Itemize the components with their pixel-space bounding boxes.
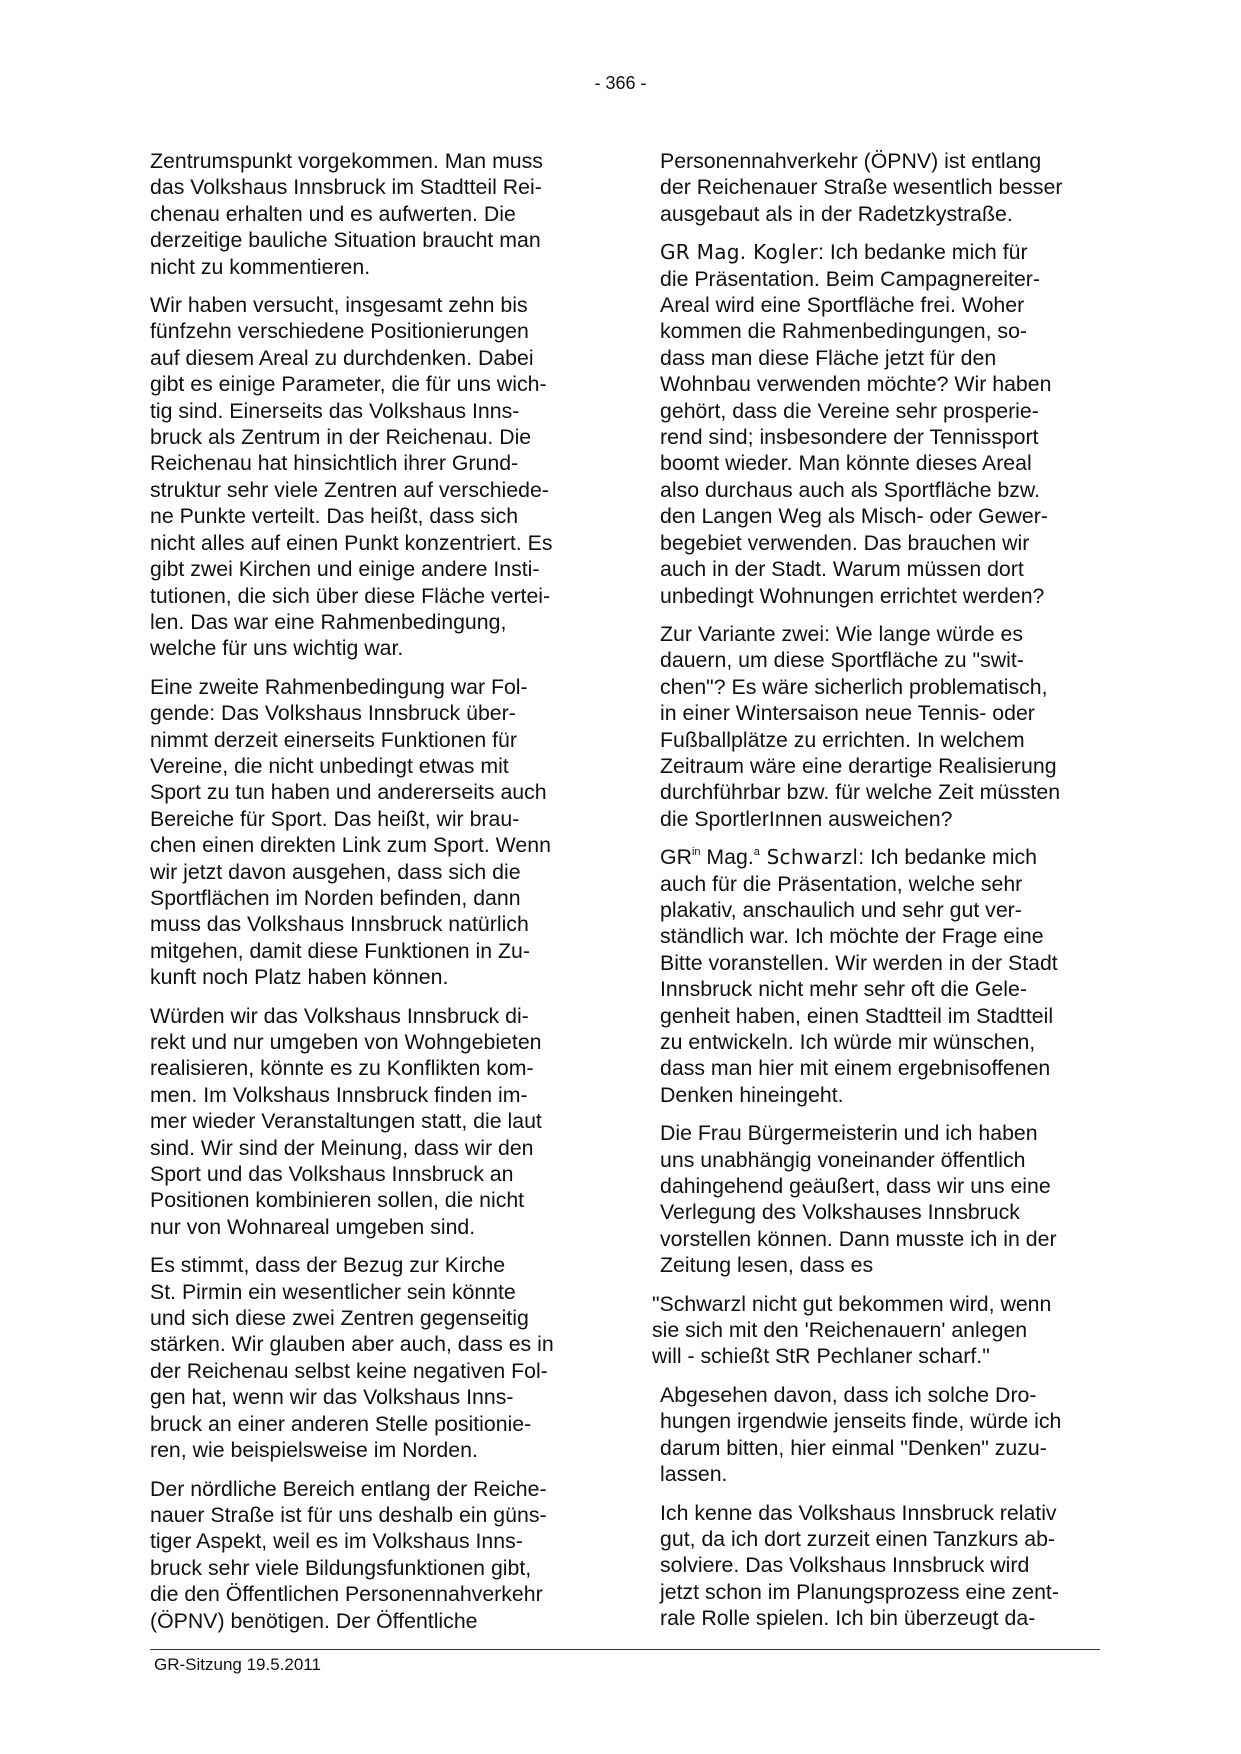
footer-session-date: GR-Sitzung 19.5.2011 bbox=[154, 1655, 321, 1674]
paragraph: Wir haben versucht, insgesamt zehn bis fünfzehn verschiedene Positionierungen auf diesem Areal zu durchdenken. Dabei gibt es einige Parameter, die für uns wich- tig sind. Einerseits das Volkshaus Inns- bruck als Zentrum in der Reichenau. Die Reichenau hat hinsichtlich ihrer Grund- struktur sehr viele Zentren auf verschiede- ne Punkte verteilt. Das heißt, dass sich nicht alles auf einen Punkt konzentriert. Es gibt zwei Kirchen und einige andere Insti- tutionen, die sich über diese Fläche vertei- len. Das war eine Rahmenbedingung, welche für uns wichtig war. bbox=[150, 293, 553, 661]
speaker-title-sup: in bbox=[691, 846, 701, 859]
footer-divider bbox=[150, 1649, 1100, 1650]
speaker-title-mag: Mag. bbox=[700, 845, 754, 870]
speech-schwarzl bbox=[660, 844, 1100, 1108]
speaker-name: Schwarzl bbox=[759, 845, 859, 870]
speaker-title-sup: a bbox=[753, 846, 760, 859]
paragraph: Würden wir das Volkshaus Innsbruck di- rekt und nur umgeben von Wohngebieten realisieren, könnte es zu Konflikten kom- men. Im Volkshaus Innsbruck finden im- mer wieder Veranstaltungen statt, die laut sind. Wir sind der Meinung, dass wir den Sport und das Volkshaus Innsbruck an Positionen kombinieren sollen, die nicht nur von Wohnareal umgeben sind. bbox=[150, 1003, 542, 1239]
paragraph: Der nördliche Bereich entlang der Reiche- nauer Straße ist für uns deshalb ein güns- tiger Aspekt, weil es im Volkshaus Inns- bruck sehr viele Bildungsfunktionen gibt, die den Öffentlichen Personennahverkehr (ÖPNV) benötigen. Der Öffentliche bbox=[150, 1476, 547, 1633]
paragraph: Zur Variante zwei: Wie lange würde es dauern, um diese Sportfläche zu "swit- chen"? Es wäre sicherlich problematisch, in einer Wintersaison neue Tennis- oder Fußballplätze zu errichten. In welchem Zeitraum wäre eine derartige Realisierung durchführbar bzw. für welche Zeit müssten die SportlerInnen ausweichen? bbox=[660, 621, 1061, 831]
left-column bbox=[150, 148, 590, 1646]
speech-kogler bbox=[660, 239, 1100, 609]
right-column bbox=[652, 148, 1100, 1644]
quote: "Schwarzl nicht gut bekommen wird, wenn sie sich mit den 'Reichenauern' anlegen will - schießt StR Pechlaner scharf." bbox=[652, 1291, 1052, 1369]
speaker-title-gr: GR bbox=[660, 845, 692, 870]
paragraph: Abgesehen davon, dass ich solche Dro- hungen irgendwie jenseits finde, würde ich darum bitten, hier einmal "Denken" zuzu- lassen. bbox=[660, 1382, 1062, 1487]
speech-text: : Ich bedanke mich für die Präsentation. Beim Campagnereiter- Areal wird eine Sportfläche frei. Woher kommen die Rahmenbedingungen, so- dass man diese Fläche jetzt für den Wohnbau verwenden möchte? Wir haben gehört, dass die Vereine sehr prosperie- rend sind; insbesondere der Tennissport boomt wieder. Man könnte dieses Areal also durchaus auch als Sportfläche bzw. den Langen Weg als Misch- oder Gewer- begebiet verwenden. Das brauchen wir auch in der Stadt. Warum müssen dort unbedingt Wohnungen errichtet werden? bbox=[660, 240, 1052, 608]
paragraph: Es stimmt, dass der Bezug zur Kirche St. Pirmin ein wesentlicher sein könnte und sich diese zwei Zentren gegenseitig stärken. Wir glauben aber auch, dass es in der Reichenau selbst keine negativen Fol- gen hat, wenn wir das Volkshaus Inns- bruck an einer anderen Stelle positionie- ren, wie beispielsweise im Norden. bbox=[150, 1253, 554, 1463]
speaker-name: GR Mag. Kogler bbox=[660, 240, 819, 265]
speech-text: : Ich bedanke mich auch für die Präsentation, welche sehr plakativ, anschaulich und sehr gut ver- ständlich war. Ich möchte der Frage eine Bitte voranstellen. Wir werden in der Stadt Innsbruck nicht mehr sehr oft die Gele- genheit haben, einen Stadtteil im Stadtteil zu entwickeln. Ich würde mir wünschen, dass man hier mit einem ergebnisoffenen Denken hineingeht. bbox=[660, 845, 1058, 1107]
paragraph: Eine zweite Rahmenbedingung war Fol- gende: Das Volkshaus Innsbruck über- nimmt derzeit einerseits Funktionen für Vereine, die nicht unbedingt etwas mit Sport zu tun haben und andererseits auch Bereiche für Sport. Das heißt, wir brau- chen einen direkten Link zum Sport. Wenn wir jetzt davon ausgehen, dass sich die Sportflächen im Norden befinden, dann muss das Volkshaus Innsbruck natürlich mitgehen, damit diese Funktionen in Zu- kunft noch Platz haben können. bbox=[150, 674, 551, 990]
paragraph: Personennahverkehr (ÖPNV) ist entlang der Reichenauer Straße wesentlich besser ausgebaut als in der Radetzkystraße. bbox=[660, 149, 1063, 226]
paragraph: Zentrumspunkt vorgekommen. Man muss das Volkshaus Innsbruck im Stadtteil Rei- chenau erhalten und es aufwerten. Die derzeitige bauliche Situation braucht man nicht zu kommentieren. bbox=[150, 149, 543, 279]
paragraph: Ich kenne das Volkshaus Innsbruck relativ gut, da ich dort zurzeit einen Tanzkurs ab- solviere. Das Volkshaus Innsbruck wird jetzt schon im Planungsprozess eine zent- rale Rolle spielen. Ich bin überzeugt da- bbox=[660, 1500, 1059, 1631]
paragraph: Die Frau Bürgermeisterin und ich haben uns unabhängig voneinander öffentlich dahingehend geäußert, dass wir uns eine Verlegung des Volkshauses Innsbruck vorstellen können. Dann musste ich in der Zeitung lesen, dass es bbox=[660, 1121, 1057, 1278]
page-number: - 366 - bbox=[594, 73, 647, 93]
